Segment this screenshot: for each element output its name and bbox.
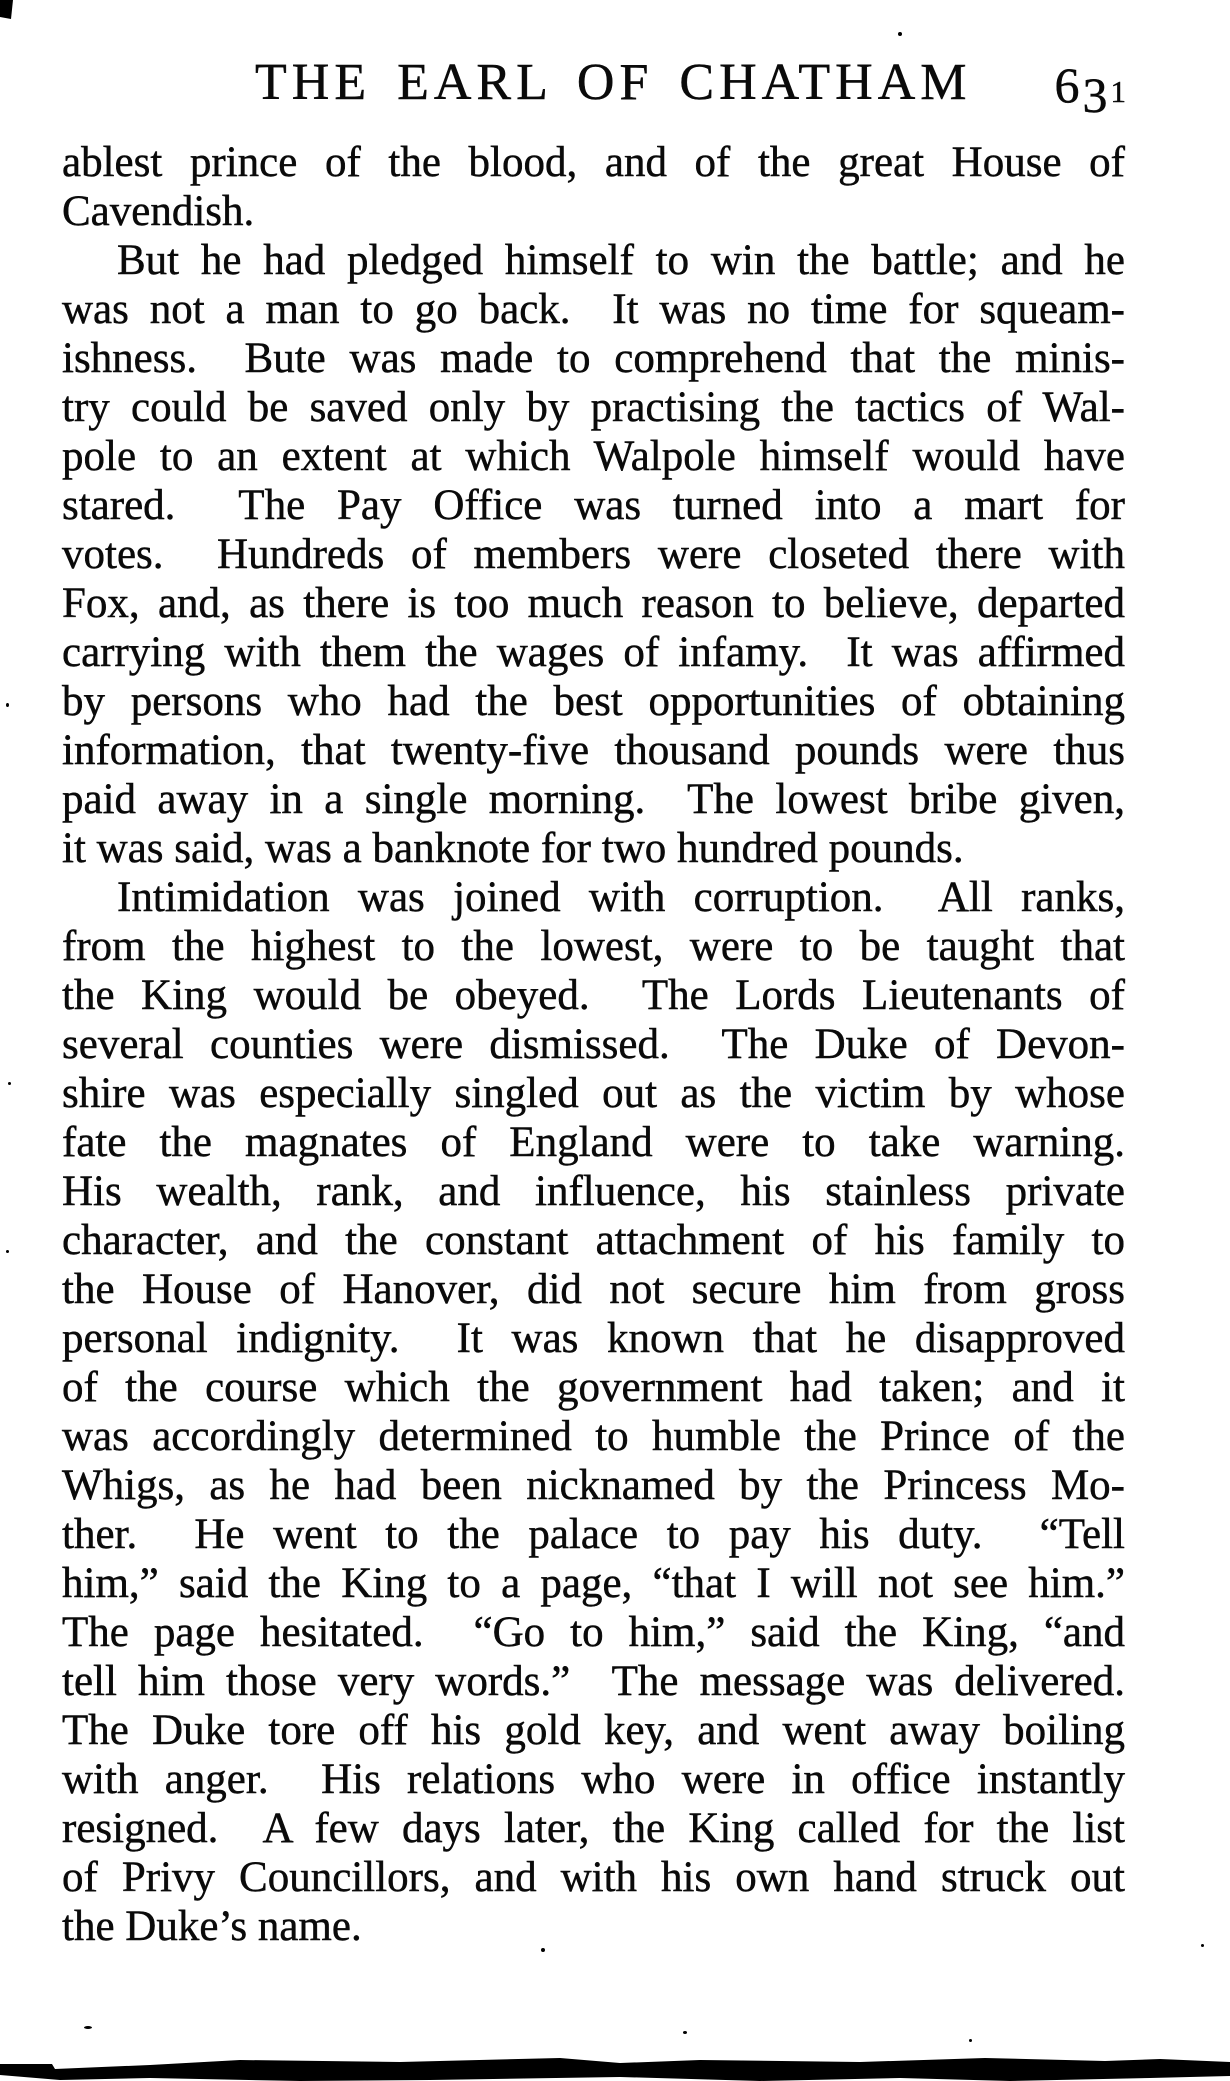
text-line: shire was especially singled out as the victim by whose bbox=[62, 1070, 1125, 1117]
scan-edge-band bbox=[0, 2056, 1230, 2081]
text-line: paid away in a single morning. The lowest bribe given, bbox=[62, 776, 1125, 823]
scan-speck bbox=[969, 2039, 972, 2042]
text-line: resigned. A few days later, the King called for the list bbox=[62, 1805, 1125, 1852]
text-line: of the course which the government had taken; and it bbox=[62, 1364, 1125, 1411]
text-line: Cavendish. bbox=[62, 188, 255, 235]
text-line: with anger. His relations who were in office instantly bbox=[62, 1756, 1125, 1803]
text-line: of Privy Councillors, and with his own hand struck out bbox=[62, 1854, 1125, 1901]
text-line: pole to an extent at which Walpole himself would have bbox=[62, 433, 1125, 480]
text-line: His wealth, rank, and influence, his stainless private bbox=[62, 1168, 1125, 1215]
scan-speck bbox=[683, 2031, 687, 2034]
text-line: was accordingly determined to humble the Prince of the bbox=[62, 1413, 1125, 1460]
scan-speck bbox=[6, 703, 9, 707]
page-number-digit: 1 bbox=[1110, 74, 1126, 109]
text-line: tell him those very words.” The message was delivered. bbox=[62, 1658, 1125, 1705]
scan-corner-mark bbox=[0, 0, 13, 19]
text-line: The page hesitated. “Go to him,” said the King, “and bbox=[62, 1609, 1125, 1656]
text-line: try could be saved only by practising the tactics of Wal- bbox=[62, 384, 1125, 431]
scan-speck bbox=[1201, 1944, 1204, 1947]
text-line: stared. The Pay Office was turned into a mart for bbox=[62, 482, 1125, 529]
page-title: THE EARL OF CHATHAM bbox=[255, 54, 972, 111]
text-line: several counties were dismissed. The Duke of Devon- bbox=[62, 1021, 1125, 1068]
text-line: him,” said the King to a page, “that I will not see him.” bbox=[62, 1560, 1125, 1607]
page-number-digit: 3 bbox=[1082, 67, 1111, 123]
page-body-text bbox=[62, 138, 1125, 1951]
page-number-digit: 6 bbox=[1054, 57, 1083, 113]
text-line: But he had pledged himself to win the battle; and he bbox=[117, 237, 1125, 284]
text-line: carrying with them the wages of infamy. It was affirmed bbox=[62, 629, 1125, 676]
text-line: it was said, was a banknote for two hundred pounds. bbox=[62, 825, 964, 872]
text-line: the Duke’s name. bbox=[62, 1903, 362, 1950]
text-line: by persons who had the best opportunities of obtaining bbox=[62, 678, 1125, 725]
text-line: votes. Hundreds of members were closeted there with bbox=[62, 531, 1125, 578]
scan-speck bbox=[8, 1082, 11, 1085]
text-line: ishness. Bute was made to comprehend that the minis- bbox=[62, 335, 1125, 382]
text-line: from the highest to the lowest, were to be taught that bbox=[62, 923, 1125, 970]
text-line: the House of Hanover, did not secure him from gross bbox=[62, 1266, 1125, 1313]
scan-speck bbox=[541, 1948, 545, 1952]
scan-speck bbox=[84, 2026, 92, 2029]
scan-speck bbox=[6, 1250, 9, 1253]
text-line: The Duke tore off his gold key, and went away boiling bbox=[62, 1707, 1125, 1754]
text-line: Intimidation was joined with corruption. All ranks, bbox=[117, 874, 1125, 921]
text-line: character, and the constant attachment of his family to bbox=[62, 1217, 1125, 1264]
text-line: the King would be obeyed. The Lords Lieutenants of bbox=[62, 972, 1125, 1019]
text-line: fate the magnates of England were to take warning. bbox=[62, 1119, 1125, 1166]
scan-speck bbox=[898, 32, 902, 36]
text-line: ther. He went to the palace to pay his duty. “Tell bbox=[62, 1511, 1125, 1558]
text-line: personal indignity. It was known that he disapproved bbox=[62, 1315, 1125, 1362]
page-number bbox=[1054, 57, 1127, 123]
text-line: was not a man to go back. It was no time for squeam- bbox=[62, 286, 1125, 333]
text-line: Whigs, as he had been nicknamed by the Princess Mo- bbox=[62, 1462, 1125, 1509]
text-line: information, that twenty-five thousand pounds were thus bbox=[62, 727, 1125, 774]
text-line: ablest prince of the blood, and of the great House of bbox=[62, 139, 1125, 186]
text-line: Fox, and, as there is too much reason to believe, departed bbox=[62, 580, 1125, 627]
